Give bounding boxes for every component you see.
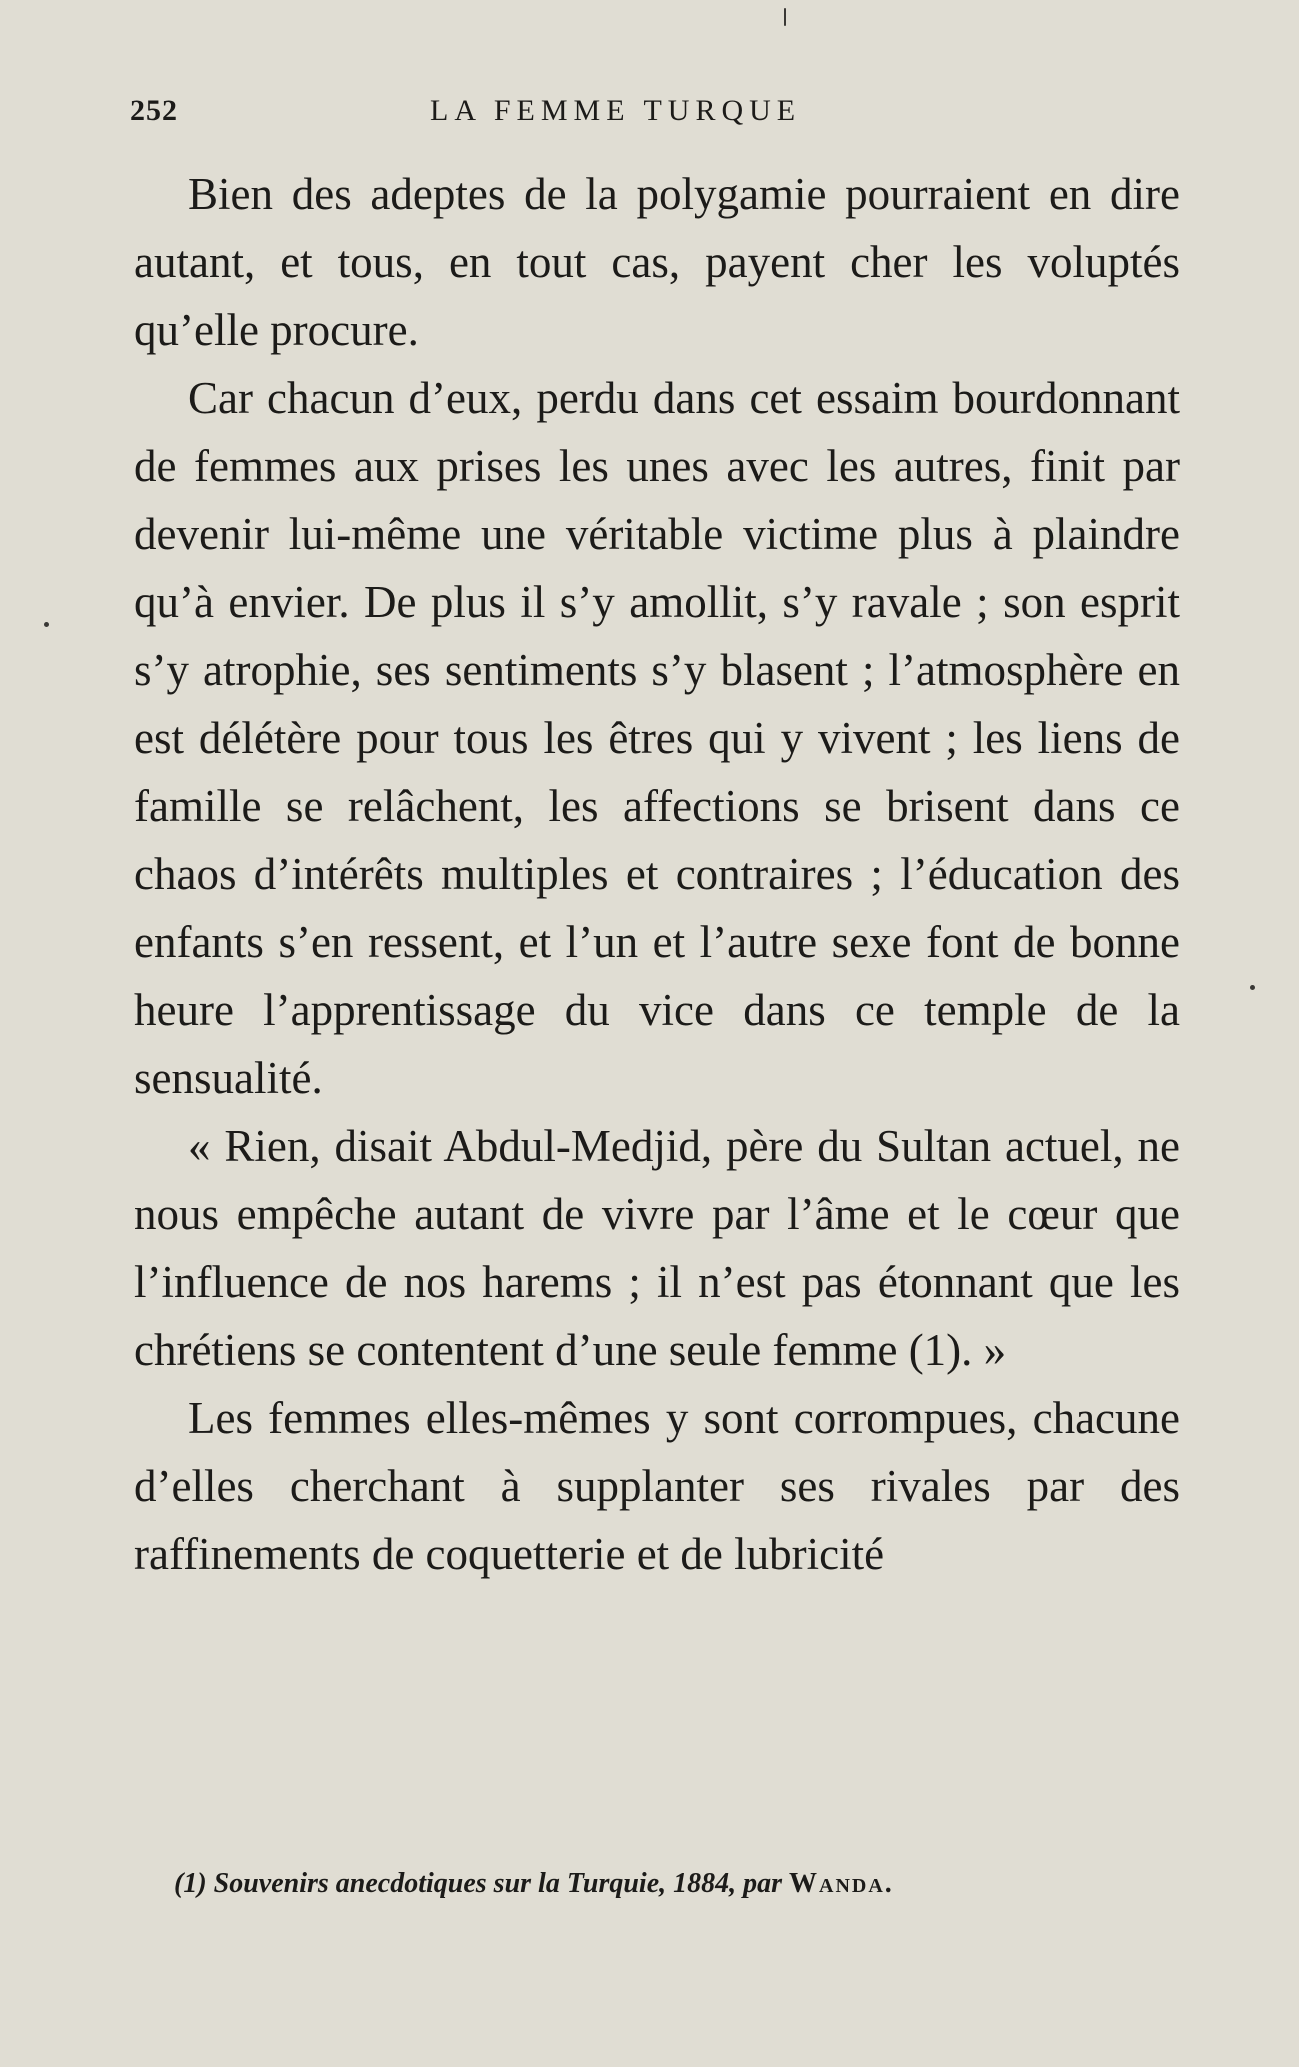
paragraph: « Rien, disait Abdul-Medjid, père du Sultan actuel, ne nous empêche autant de vivre par l’âme et le cœur que l’influence de nos harems ; il n’est pas étonnant que les chrétiens se contentent d’une seule femme (1). » xyxy=(134,1121,1180,1375)
footnote xyxy=(174,1868,1184,1900)
footnote-text: (1) Souvenirs anecdotiques sur la Turquie, 1884, par xyxy=(174,1868,783,1899)
running-title: LA FEMME TURQUE xyxy=(430,94,802,127)
print-speck xyxy=(1250,985,1255,990)
paragraph: Les femmes elles-mêmes y sont corrompues, chacune d’elles cherchant à supplanter ses rivales par des raffinements de coquetterie et de lubricité xyxy=(134,1393,1180,1579)
running-head xyxy=(130,94,1180,138)
footnote-author: Wanda. xyxy=(789,1868,894,1899)
print-speck xyxy=(784,8,786,26)
print-speck xyxy=(44,622,49,627)
body-text xyxy=(134,160,1180,1588)
paragraph: Car chacun d’eux, perdu dans cet essaim bourdonnant de femmes aux prises les unes avec les autres, finit par devenir lui-même une véritable victime plus à plaindre qu’à envier. De plus il s’y amollit, s’y ravale ; son esprit s’y atrophie, ses sentiments s’y blasent ; l’atmosphère en est délétère pour tous les êtres qui y vivent ; les liens de famille se relâchent, les affections se brisent dans ce chaos d’intérêts multiples et contraires ; l’éducation des enfants s’en ressent, et l’un et l’autre sexe font de bonne heure l’apprentissage du vice dans ce temple de la sensualité. xyxy=(134,373,1180,1103)
paragraph: Bien des adeptes de la polygamie pourraient en dire autant, et tous, en tout cas, payent cher les voluptés qu’elle procure. xyxy=(134,169,1180,355)
page-number: 252 xyxy=(130,94,178,127)
